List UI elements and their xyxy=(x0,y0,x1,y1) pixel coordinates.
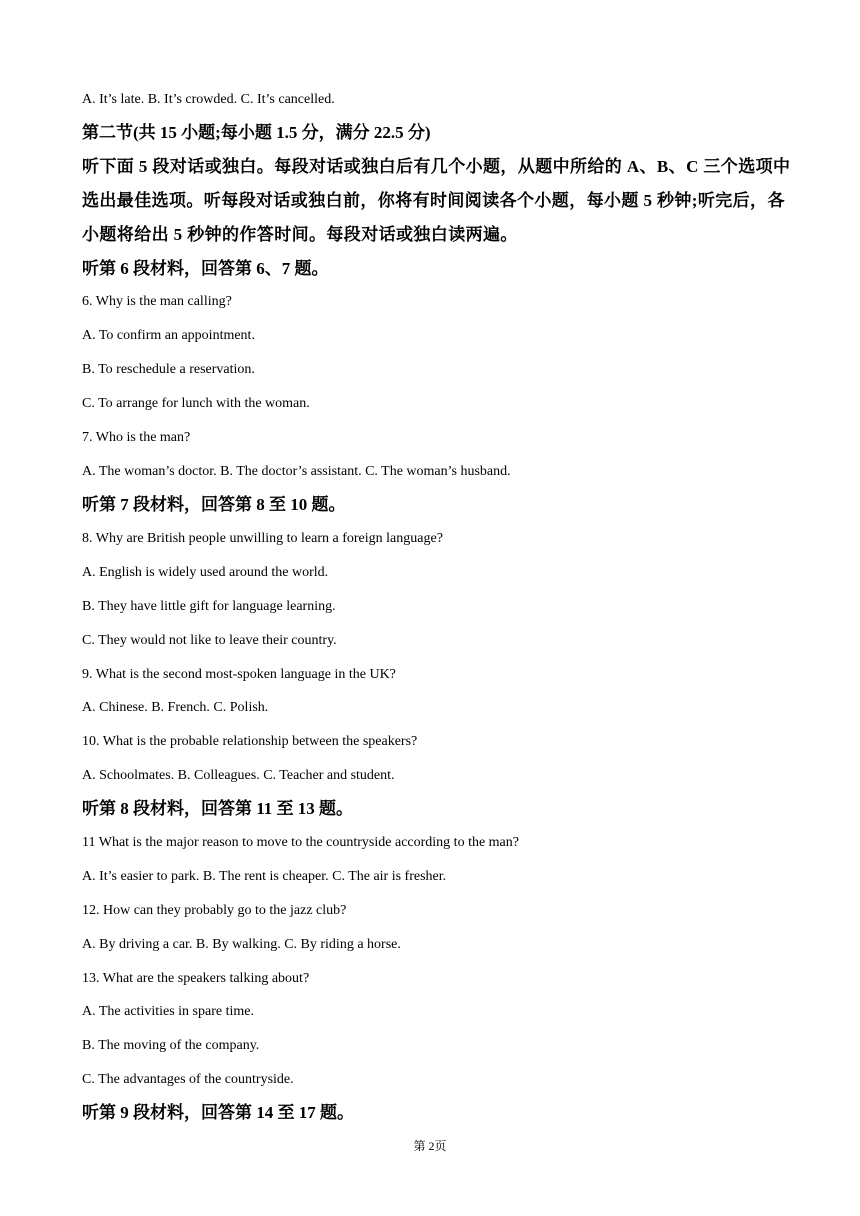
material-6-heading: 听第 6 段材料，回答第 6、7 题。 xyxy=(82,259,329,278)
question-10: 10. What is the probable relationship between the speakers? xyxy=(82,734,418,749)
question-8: 8. Why are British people unwilling to learn a foreign language? xyxy=(82,531,443,546)
material-7-heading: 听第 7 段材料，回答第 8 至 10 题。 xyxy=(82,495,346,514)
page-number: 第 2页 xyxy=(413,1139,447,1153)
section-2-title: 第二节(共 15 小题;每小题 1.5 分，满分 22.5 分) xyxy=(82,123,431,142)
question-6-option-a: A. To confirm an appointment. xyxy=(82,328,255,343)
material-8-heading: 听第 8 段材料，回答第 11 至 13 题。 xyxy=(82,799,354,818)
question-6-option-c: C. To arrange for lunch with the woman. xyxy=(82,396,310,411)
q5-options: A. It’s late. B. It’s crowded. C. It’s cancelled. xyxy=(82,92,335,107)
question-6: 6. Why is the man calling? xyxy=(82,294,232,309)
question-8-option-b: B. They have little gift for language learning. xyxy=(82,599,336,614)
question-8-option-c: C. They would not like to leave their country. xyxy=(82,633,337,648)
question-11-options: A. It’s easier to park. B. The rent is cheaper. C. The air is fresher. xyxy=(82,869,447,884)
question-12-options: A. By driving a car. B. By walking. C. By riding a horse. xyxy=(82,937,401,952)
question-7: 7. Who is the man? xyxy=(82,430,191,445)
question-11: 11 What is the major reason to move to the countryside according to the man? xyxy=(82,835,519,850)
question-13: 13. What are the speakers talking about? xyxy=(82,971,310,986)
section-2-instructions-line-3: 小题将给出 5 秒钟的作答时间。每段对话或独白读两遍。 xyxy=(82,225,518,244)
section-2-instructions-line-1: 听下面 5 段对话或独白。每段对话或独白后有几个小题，从题中所给的 A、B、C 三个选项中 xyxy=(82,157,791,176)
question-12: 12. How can they probably go to the jazz club? xyxy=(82,903,347,918)
question-10-options: A. Schoolmates. B. Colleagues. C. Teacher and student. xyxy=(82,768,395,783)
question-8-option-a: A. English is widely used around the world. xyxy=(82,565,329,580)
question-7-options: A. The woman’s doctor. B. The doctor’s assistant. C. The woman’s husband. xyxy=(82,464,511,479)
question-9: 9. What is the second most-spoken language in the UK? xyxy=(82,667,396,682)
section-2-instructions-line-2: 选出最佳选项。听每段对话或独白前，你将有时间阅读各个小题，每小题 5 秒钟;听完后，各 xyxy=(82,191,785,210)
question-13-option-b: B. The moving of the company. xyxy=(82,1038,260,1053)
question-6-option-b: B. To reschedule a reservation. xyxy=(82,362,255,377)
question-9-options: A. Chinese. B. French. C. Polish. xyxy=(82,700,269,715)
question-13-option-c: C. The advantages of the countryside. xyxy=(82,1072,294,1087)
material-9-heading: 听第 9 段材料，回答第 14 至 17 题。 xyxy=(82,1103,354,1122)
question-13-option-a: A. The activities in spare time. xyxy=(82,1004,254,1019)
